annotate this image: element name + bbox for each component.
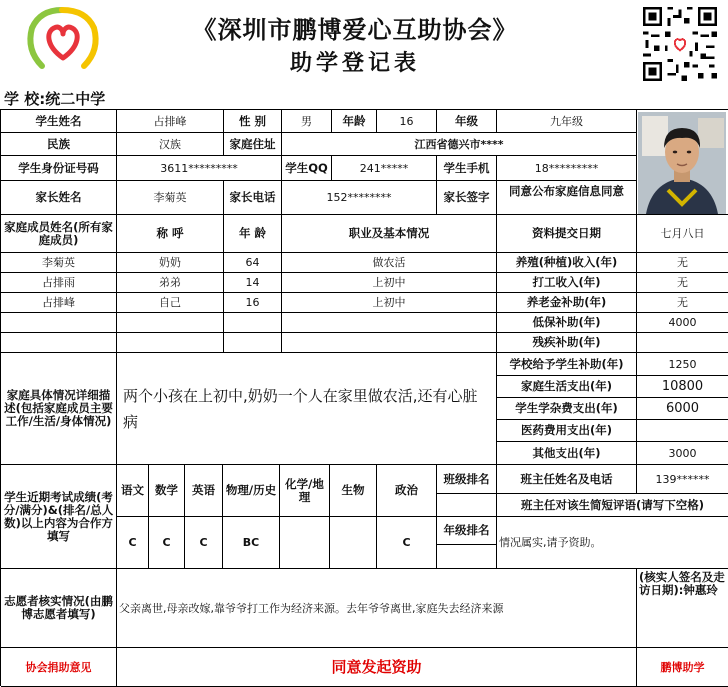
subject-header: 英语 [185,465,223,517]
finance-value: 6000 [637,398,728,420]
grade-rank-label: 年级排名 [437,517,497,545]
finance-value: 3000 [637,442,728,465]
finance-value [637,333,728,353]
gender-label: 性 别 [224,110,282,133]
qq-label: 学生QQ [282,156,332,181]
qq-value: 241***** [332,156,437,181]
form-subtitle: 助学登记表 [289,50,420,76]
form-title: 《深圳市鹏博爱心互助协会》 [192,15,518,44]
subject-score [280,517,330,569]
address-value: 江西省德兴市**** [282,133,637,156]
finance-value [637,420,728,442]
volunteer-label: 志愿者核实情况(由鹏博志愿者填写) [1,569,117,648]
teacher-label: 班主任姓名及电话 [497,465,637,494]
member-relation: 自己 [117,293,224,313]
finance-value: 无 [637,293,728,313]
finance-value: 4000 [637,313,728,333]
submit-date-label: 资料提交日期 [497,215,637,253]
parent-name-label: 家长姓名 [1,181,117,215]
subject-score: BC [223,517,280,569]
subject-score: C [377,517,437,569]
grades-label: 学生近期考试成绩(考分/满分)&(排名/总人数)以上内容为合作方填写 [1,465,117,569]
member-age: 16 [224,293,282,313]
student-portrait-icon [638,112,726,214]
member-job-empty [282,313,497,333]
finance-value: 无 [637,253,728,273]
member-relation: 弟弟 [117,273,224,293]
age-value: 16 [377,110,437,133]
parent-phone-value: 152******** [282,181,437,215]
id-number-label: 学生身份证号码 [1,156,117,181]
member-age-empty [224,333,282,353]
student-photo [638,112,726,214]
parent-phone-label: 家长电话 [224,181,282,215]
donation-opinion-label: 协会捐助意见 [1,648,117,687]
member-name: 占排雨 [1,273,117,293]
heart-logo-icon [22,6,104,74]
member-job: 做农活 [282,253,497,273]
finance-label: 家庭生活支出(年) [497,376,637,398]
teacher-comment-label: 班主任对该生简短评语(请写下空格) [497,494,728,517]
family-age-label: 年 龄 [224,215,282,253]
member-job: 上初中 [282,293,497,313]
member-age-empty [224,313,282,333]
member-job: 上初中 [282,273,497,293]
finance-label: 养殖(种植)收入(年) [497,253,637,273]
subject-header: 物理/历史 [223,465,280,517]
form-header [0,0,728,86]
finance-label: 学生学杂费支出(年) [497,398,637,420]
subject-score: C [117,517,149,569]
member-name: 李菊英 [1,253,117,273]
student-name-value: 占排峰 [117,110,224,133]
relation-label: 称 呼 [117,215,224,253]
member-name-empty [1,313,117,333]
parent-name-value: 李菊英 [117,181,224,215]
family-members-label: 家庭成员姓名(所有家庭成员) [1,215,117,253]
brand-name: 鹏博助学 [637,648,728,687]
teacher-comment-text: 情况属实,请予资助。 [497,517,728,569]
finance-label: 残疾补助(年) [497,333,637,353]
situation-text: 两个小孩在上初中,奶奶一个人在家里做农活,还有心脏病 [117,353,497,465]
grade-rank-value [437,545,497,569]
member-job-empty [282,333,497,353]
student-phone-label: 学生手机 [437,156,497,181]
member-age: 14 [224,273,282,293]
teacher-value: 139****** [637,465,728,494]
member-age: 64 [224,253,282,273]
student-phone-value: 18********* [497,156,637,181]
volunteer-text: 父亲离世,母亲改嫁,靠爷爷打工作为经济来源。去年爷爷离世,家庭失去经济来源 [117,569,637,648]
qr-code-icon [640,4,720,84]
id-number-value: 3611********* [117,156,282,181]
registration-table [0,109,728,686]
subject-score: C [149,517,185,569]
subject-score [330,517,377,569]
subject-header: 政治 [377,465,437,517]
grade-label: 年级 [437,110,497,133]
class-rank-value [437,494,497,517]
member-relation: 奶奶 [117,253,224,273]
situation-label: 家庭具体情况详细描述(包括家庭成员主要工作/生活/身体情况) [1,353,117,465]
finance-label: 学校给予学生补助(年) [497,353,637,376]
parent-sign-label: 家长签字 [437,181,497,215]
finance-value: 10800 [637,376,728,398]
grade-value: 九年级 [497,110,637,133]
finance-value: 无 [637,273,728,293]
donation-opinion-text: 同意发起资助 [117,648,637,687]
gender-value: 男 [282,110,332,133]
member-name-empty [1,333,117,353]
school-name: 学 校:统二中学 [4,90,106,108]
age-label: 年龄 [332,110,377,133]
submit-date-value: 七月八日 [637,215,728,253]
subject-header: 语文 [117,465,149,517]
finance-label: 打工收入(年) [497,273,637,293]
subject-header: 数学 [149,465,185,517]
member-relation-empty [117,313,224,333]
ethnicity-label: 民族 [1,133,117,156]
address-label: 家庭住址 [224,133,282,156]
class-rank-label: 班级排名 [437,465,497,494]
subject-header: 生物 [330,465,377,517]
student-name-label: 学生姓名 [1,110,117,133]
member-name: 占排峰 [1,293,117,313]
finance-label: 其他支出(年) [497,442,637,465]
job-label: 职业及基本情况 [282,215,497,253]
subject-header: 化学/地理 [280,465,330,517]
finance-label: 养老金补助(年) [497,293,637,313]
finance-label: 低保补助(年) [497,313,637,333]
ethnicity-value: 汉族 [117,133,224,156]
verifier-signature: (核实人签名及走访日期):钟惠玲 [637,569,728,648]
consent-label: 同意公布家庭信息同意 [497,181,637,215]
finance-value: 1250 [637,353,728,376]
member-relation-empty [117,333,224,353]
subject-score: C [185,517,223,569]
finance-label: 医药费用支出(年) [497,420,637,442]
